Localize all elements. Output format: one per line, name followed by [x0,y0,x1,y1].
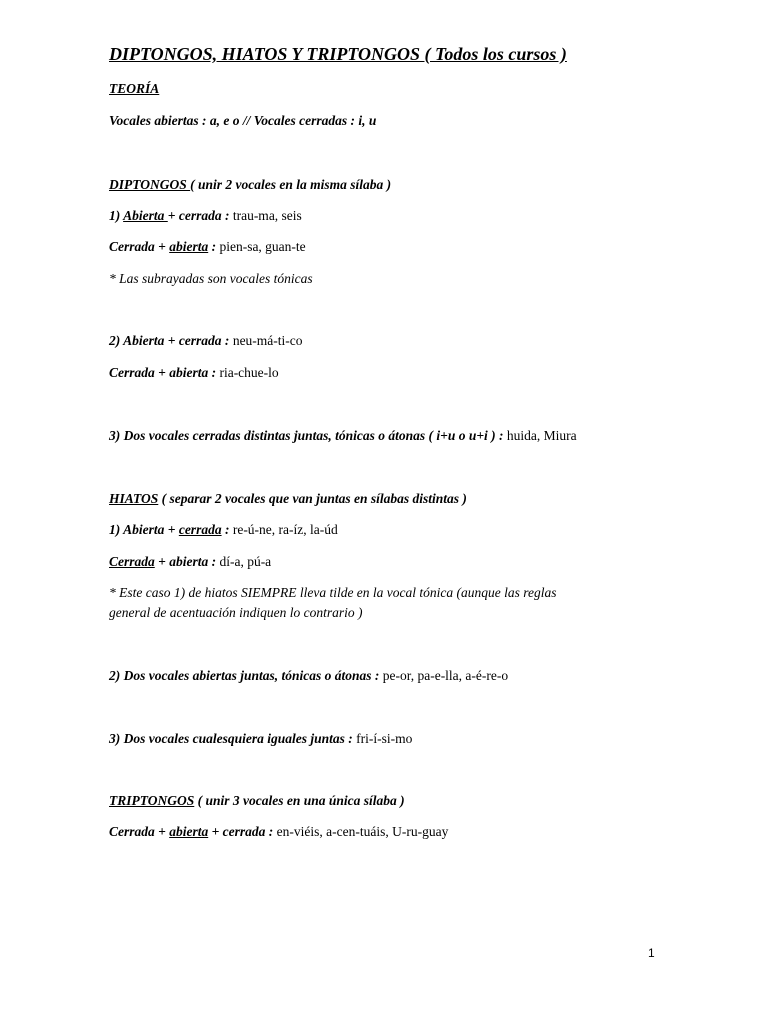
rule-label: Cerrada + [109,824,170,839]
rule-number: 1) [109,208,124,223]
vowels-definition: Vocales abiertas : a, e o // Vocales cerradas : i, u [109,113,377,128]
rule-label: 2) Dos vocales abiertas juntas, tónicas o átonas : [109,668,383,683]
hiatos-rule-2 [109,553,271,570]
rule-label: Cerrada + [109,239,170,254]
rule-examples: ria-chue-lo [219,365,279,380]
rule-examples: en-viéis, a-cen-tuáis, U-ru-guay [276,824,449,839]
rule-examples: re-ú-ne, ra-íz, la-úd [232,522,338,537]
rule-examples: trau-ma, seis [232,208,302,223]
triptongos-heading: TRIPTONGOS [109,793,195,808]
rule-stressed-vowel: cerrada [178,522,222,537]
rule-stressed-vowel: Cerrada [109,554,155,569]
rule-examples: neu-má-ti-co [232,333,303,348]
triptongos-heading-line [109,792,405,809]
rule-examples: pien-sa, guan-te [219,239,306,254]
diptongos-rule-4 [109,364,279,381]
rule-examples: dí-a, pú-a [219,554,272,569]
hiatos-heading-line [109,490,467,507]
diptongos-rule-1 [109,207,302,224]
rule-stressed-vowel: abierta [169,824,209,839]
rule-examples: fri-í-si-mo [356,731,413,746]
rule-examples: pe-or, pa-e-lla, a-é-re-o [382,668,509,683]
rule-label: : [221,522,233,537]
rule-examples: huida, Miura [506,428,577,443]
rule-label: 3) Dos vocales cerradas distintas juntas, tónicas o átonas ( i+u o u+i ) : [109,428,507,443]
rule-label: + cerrada : [167,208,233,223]
document-title: DIPTONGOS, HIATOS Y TRIPTONGOS ( Todos los cursos ) [109,44,567,64]
hiatos-heading-note: ( separar 2 vocales que van juntas en sílabas distintas ) [158,491,467,506]
triptongos-heading-note: ( unir 3 vocales en una única sílaba ) [194,793,405,808]
diptongos-heading-line [109,176,391,193]
rule-label: + abierta : [154,554,220,569]
rule-label: : [208,239,220,254]
theory-heading: TEORÍA [109,81,160,96]
rule-stressed-vowel: abierta [169,239,209,254]
diptongos-note: * Las subrayadas son vocales tónicas [109,271,313,286]
rule-label: 2) Abierta + cerrada : [109,333,233,348]
diptongos-heading-note: ( unir 2 vocales en la misma sílaba ) [190,177,392,192]
hiatos-rule-1 [109,521,338,538]
hiatos-heading: HIATOS [109,491,159,506]
diptongos-rule-2 [109,238,306,255]
triptongos-rule-1 [109,823,448,840]
rule-stressed-vowel: Abierta [123,208,168,223]
hiatos-rule-3 [109,667,508,684]
diptongos-rule-5 [109,427,577,444]
rule-label: + cerrada : [208,824,277,839]
page-number: 1 [648,946,655,960]
hiatos-note-line-2: general de acentuación indiquen lo contrario ) [109,605,363,620]
diptongos-heading: DIPTONGOS [109,177,191,192]
rule-label: Cerrada + abierta : [109,365,220,380]
hiatos-rule-4 [109,730,412,747]
rule-label: 1) Abierta + [109,522,179,537]
hiatos-note-line-1: * Este caso 1) de hiatos SIEMPRE lleva tilde en la vocal tónica (aunque las reglas [109,585,557,600]
diptongos-rule-3 [109,332,303,349]
rule-label: 3) Dos vocales cualesquiera iguales juntas : [109,731,357,746]
